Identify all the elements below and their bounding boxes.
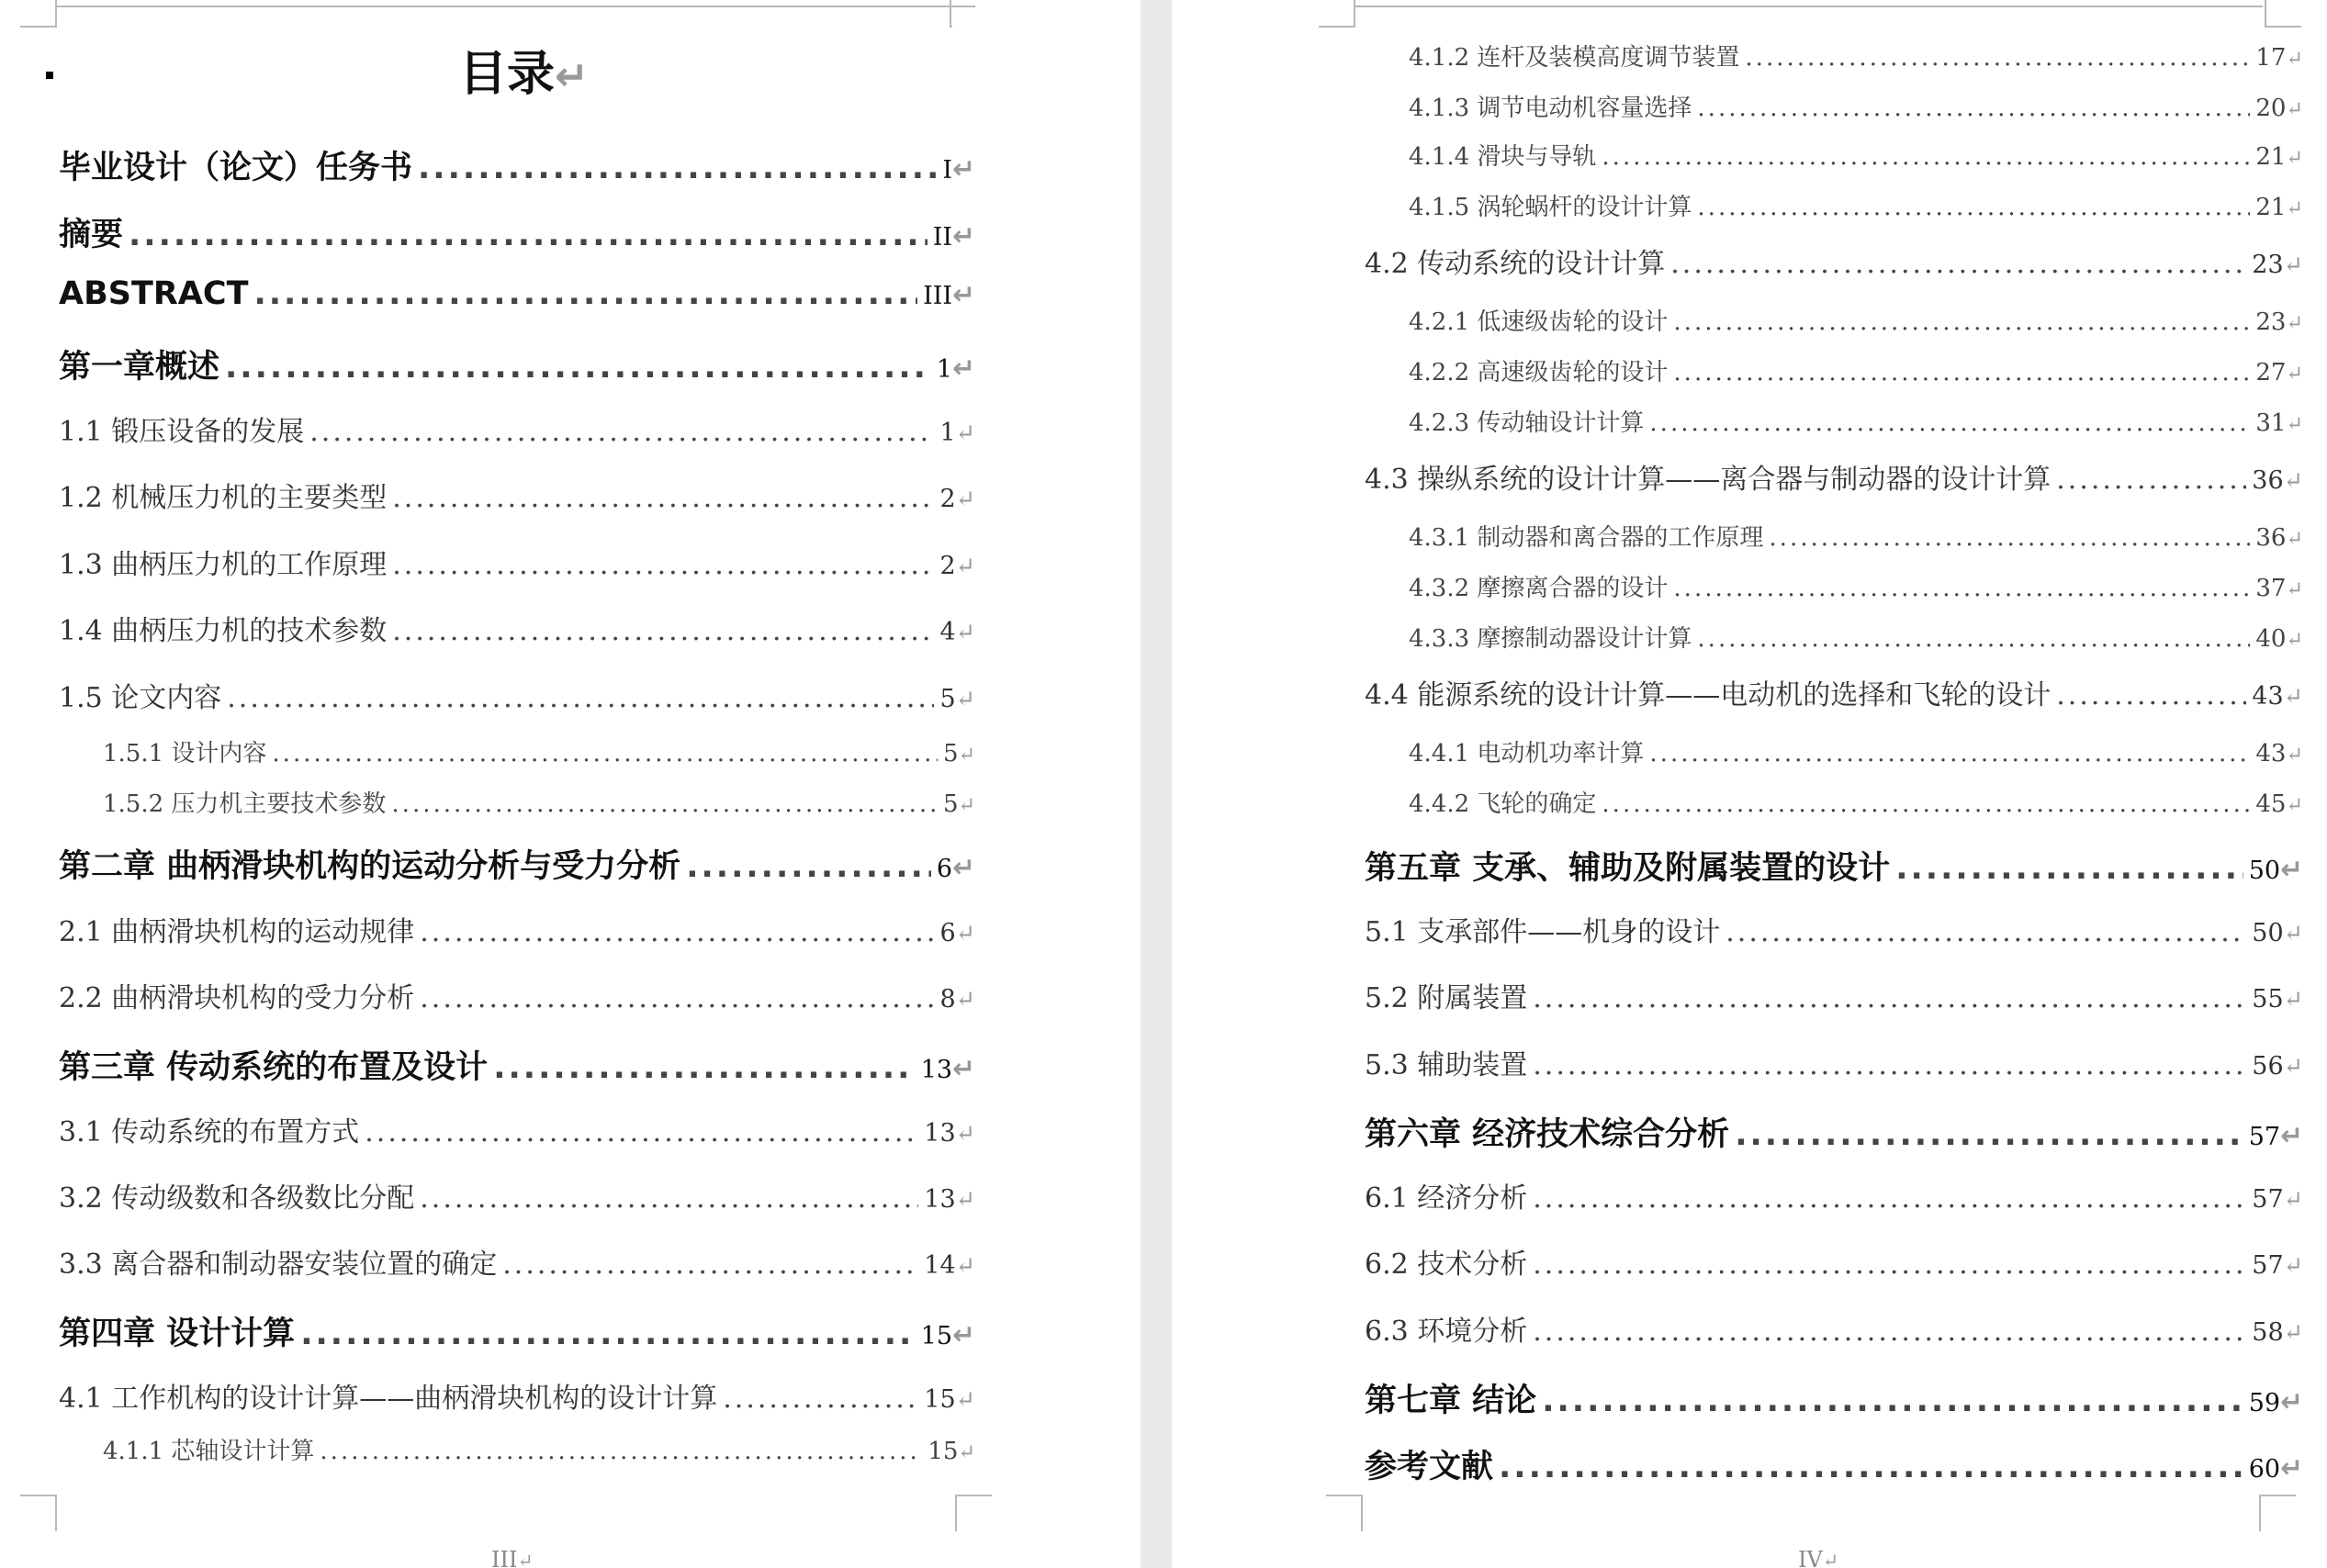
paragraph-mark: ↵ xyxy=(952,852,975,884)
toc-entry-page: 37 xyxy=(2255,575,2287,602)
dot-leader xyxy=(1769,524,2250,552)
toc-entry-page: 60 xyxy=(2248,1455,2281,1484)
toc-entry[interactable] xyxy=(1365,1175,2303,1215)
toc-entry-title: 4.1.5 涡轮蜗杆的设计计算 xyxy=(1409,194,1692,221)
dot-leader xyxy=(1602,143,2250,171)
paragraph-mark: ↵ xyxy=(955,1252,975,1280)
paragraph-mark: ↵ xyxy=(2286,311,2303,335)
dot-leader xyxy=(1602,790,2250,818)
toc-entry-page: 13 xyxy=(920,1056,953,1084)
toc-entry[interactable] xyxy=(1365,843,2303,889)
toc-entry[interactable] xyxy=(103,1432,975,1466)
toc-entry[interactable] xyxy=(59,475,975,515)
dot-leader xyxy=(1673,308,2250,336)
toc-entry[interactable] xyxy=(1409,785,2303,819)
toc-entry-title: 5.1 支承部件——机身的设计 xyxy=(1365,916,1721,948)
toc-entry-title: 5.3 辅助装置 xyxy=(1365,1049,1528,1081)
toc-entry-title: 3.3 离合器和制动器安装位置的确定 xyxy=(59,1249,498,1281)
dot-leader xyxy=(420,916,934,948)
dot-leader xyxy=(2056,679,2246,711)
toc-entry[interactable] xyxy=(59,342,975,387)
dot-leader xyxy=(1670,248,2246,280)
paragraph-mark: ↵ xyxy=(955,420,975,447)
toc-entry[interactable] xyxy=(59,975,975,1015)
toc-entry-page: 50 xyxy=(2252,919,2284,947)
toc-entry[interactable] xyxy=(1409,569,2303,603)
dot-leader xyxy=(392,549,934,581)
toc-entry-page: 21 xyxy=(2255,194,2287,221)
dot-leader xyxy=(300,1316,916,1352)
dot-leader xyxy=(392,482,934,514)
dot-leader xyxy=(1726,916,2246,948)
toc-entry-title: 1.1 锻压设备的发展 xyxy=(59,416,305,448)
toc-entry-title: 第五章 支承、辅助及附属装置的设计 xyxy=(1365,850,1891,887)
toc-entry-page: III xyxy=(923,282,953,310)
toc-entry[interactable] xyxy=(1365,909,2303,949)
dot-leader xyxy=(418,150,937,186)
toc-entry-page: 15 xyxy=(920,1322,953,1350)
dot-leader xyxy=(309,416,934,448)
dot-leader xyxy=(391,790,938,818)
dot-leader xyxy=(1533,1249,2246,1281)
dot-leader xyxy=(225,349,931,386)
toc-list-left xyxy=(0,0,1141,1568)
toc-entry[interactable] xyxy=(1409,734,2303,768)
dot-leader xyxy=(1697,95,2250,122)
toc-entry-page: 17 xyxy=(2255,44,2287,72)
toc-entry[interactable] xyxy=(1409,404,2303,438)
toc-entry[interactable] xyxy=(103,785,975,819)
toc-entry-page: 27 xyxy=(2255,359,2287,386)
toc-entry-title: ABSTRACT xyxy=(59,275,249,312)
toc-entry[interactable] xyxy=(1365,456,2303,497)
toc-entry[interactable] xyxy=(59,409,975,449)
toc-entry-title: 第四章 设计计算 xyxy=(59,1316,296,1352)
toc-entry-title: 1.3 曲柄压力机的工作原理 xyxy=(59,549,388,581)
dot-leader xyxy=(392,615,934,647)
toc-entry-title: 4.1.1 芯轴设计计算 xyxy=(103,1438,315,1465)
paragraph-mark: ↵ xyxy=(2286,577,2303,601)
dot-leader xyxy=(1649,409,2250,437)
toc-entry[interactable] xyxy=(1365,1441,2303,1487)
paragraph-mark: ↵ xyxy=(2286,793,2303,817)
toc-entry-title: 4.1.4 滑块与导轨 xyxy=(1409,143,1597,171)
paragraph-mark: ↵ xyxy=(2286,527,2303,551)
toc-entry-page: 58 xyxy=(2252,1318,2284,1347)
toc-entry[interactable] xyxy=(1365,1241,2303,1282)
toc-entry-page: 50 xyxy=(2248,857,2281,885)
toc-entry[interactable] xyxy=(1409,89,2303,123)
toc-entry-page: 5 xyxy=(942,790,959,818)
toc-entry-title: 第二章 曲柄滑块机构的运动分析与受力分析 xyxy=(59,848,681,885)
toc-entry-title: 4.3 操纵系统的设计计算——离合器与制动器的设计计算 xyxy=(1365,464,2052,496)
dot-leader xyxy=(253,275,917,312)
dot-leader xyxy=(227,682,934,714)
toc-entry[interactable] xyxy=(1365,1308,2303,1349)
toc-entry-page: 14 xyxy=(924,1251,956,1280)
dot-leader xyxy=(1533,1316,2246,1348)
toc-entry-page: 55 xyxy=(2252,985,2284,1014)
dot-leader xyxy=(1673,575,2250,602)
paragraph-mark: ↵ xyxy=(952,1319,975,1351)
paragraph-mark: ↵ xyxy=(2280,1386,2303,1418)
crop-mark xyxy=(1326,1495,1363,1531)
dot-leader xyxy=(502,1249,918,1281)
dot-leader xyxy=(1533,982,2246,1014)
toc-entry-page: 40 xyxy=(2255,625,2287,653)
paragraph-mark: ↵ xyxy=(2286,628,2303,652)
paragraph-mark: ↵ xyxy=(952,153,975,185)
paragraph-mark: ↵ xyxy=(958,1440,975,1464)
toc-entry[interactable] xyxy=(59,142,975,188)
toc-entry-title: 参考文献 xyxy=(1365,1449,1494,1485)
toc-entry[interactable] xyxy=(1365,241,2303,281)
toc-entry-title: 4.2 传动系统的设计计算 xyxy=(1365,248,1666,280)
paragraph-mark: ↵ xyxy=(2286,362,2303,386)
dot-leader xyxy=(1533,1049,2246,1081)
paragraph-mark: ↵ xyxy=(955,486,975,513)
toc-entry[interactable] xyxy=(59,1241,975,1282)
dot-leader xyxy=(272,740,938,767)
paragraph-mark: ↵ xyxy=(955,1186,975,1214)
dot-leader xyxy=(320,1438,922,1465)
toc-entry[interactable] xyxy=(1409,188,2303,222)
toc-entry-title: 4.2.1 低速级齿轮的设计 xyxy=(1409,308,1669,336)
dot-leader xyxy=(1735,1116,2243,1153)
dot-leader xyxy=(1697,625,2250,653)
paragraph-mark: ↵ xyxy=(2283,1053,2303,1081)
paragraph-mark: ↵ xyxy=(952,353,975,385)
toc-entry-title: 4.4 能源系统的设计计算——电动机的选择和飞轮的设计 xyxy=(1365,679,2052,711)
toc-entry-title: 第一章概述 xyxy=(59,349,220,386)
toc-entry-page: 5 xyxy=(942,740,959,767)
paragraph-mark: ↵ xyxy=(2283,1252,2303,1280)
paragraph-mark: ↵ xyxy=(955,1120,975,1148)
paragraph-mark: ↵ xyxy=(2286,47,2303,71)
toc-entry[interactable] xyxy=(59,909,975,949)
toc-entry[interactable] xyxy=(59,1175,975,1215)
dot-leader xyxy=(1895,850,2243,887)
toc-entry[interactable] xyxy=(59,1042,975,1088)
toc-entry-page: 21 xyxy=(2255,143,2287,171)
toc-entry-page: 6 xyxy=(939,919,956,947)
toc-title: 目录↵ xyxy=(459,47,590,102)
toc-entry-title: 3.1 传动系统的布置方式 xyxy=(59,1116,360,1148)
toc-entry-title: 4.2.2 高速级齿轮的设计 xyxy=(1409,359,1669,386)
toc-entry[interactable] xyxy=(1365,1375,2303,1421)
crop-mark xyxy=(2259,1495,2296,1531)
toc-entry[interactable] xyxy=(59,209,975,255)
paragraph-mark: ↵ xyxy=(2283,467,2303,495)
toc-entry[interactable] xyxy=(1409,39,2303,73)
toc-entry-title: 4.2.3 传动轴设计计算 xyxy=(1409,409,1645,437)
toc-entry[interactable] xyxy=(59,1375,975,1416)
dot-leader xyxy=(420,982,934,1014)
crop-mark xyxy=(20,1495,57,1531)
paragraph-mark: ↵ xyxy=(2286,146,2303,170)
toc-entry-page: 36 xyxy=(2255,524,2287,552)
paragraph-mark: ↵ xyxy=(958,743,975,767)
toc-page-right xyxy=(1172,0,2327,1568)
paragraph-mark: ↵ xyxy=(952,279,975,311)
toc-entry-title: 1.5.1 设计内容 xyxy=(103,740,267,767)
toc-entry[interactable] xyxy=(59,1109,975,1149)
paragraph-mark: ↵ xyxy=(2283,986,2303,1014)
toc-entry[interactable] xyxy=(59,675,975,715)
toc-entry[interactable] xyxy=(59,841,975,887)
toc-page-left xyxy=(0,0,1141,1568)
paragraph-mark: ↵ xyxy=(958,793,975,817)
toc-entry-page: 13 xyxy=(924,1185,956,1214)
toc-entry-title: 1.5.2 压力机主要技术参数 xyxy=(103,790,387,818)
toc-entry-page: 43 xyxy=(2252,682,2284,711)
dot-leader xyxy=(1542,1383,2243,1419)
paragraph-mark: ↵ xyxy=(2283,683,2303,711)
toc-entry-page: 2 xyxy=(939,485,956,513)
toc-entry-page: 20 xyxy=(2255,95,2287,122)
paragraph-mark: ↵ xyxy=(955,1386,975,1414)
toc-entry-title: 4.3.2 摩擦离合器的设计 xyxy=(1409,575,1669,602)
toc-entry-page: 59 xyxy=(2248,1389,2281,1417)
toc-entry-page: 57 xyxy=(2248,1123,2281,1151)
toc-entry[interactable] xyxy=(1365,1042,2303,1082)
toc-entry[interactable] xyxy=(59,608,975,648)
toc-entry[interactable] xyxy=(1409,519,2303,553)
toc-entry-page: 6 xyxy=(936,855,953,883)
paragraph-mark: ↵ xyxy=(952,220,975,252)
toc-entry-page: II xyxy=(932,223,953,252)
toc-entry-page: 23 xyxy=(2255,308,2287,336)
toc-entry-title: 第三章 传动系统的布置及设计 xyxy=(59,1049,489,1086)
toc-entry-page: 43 xyxy=(2255,740,2287,767)
toc-entry[interactable] xyxy=(1409,303,2303,337)
dot-leader xyxy=(1499,1449,2243,1485)
toc-entry-title: 4.3.1 制动器和离合器的工作原理 xyxy=(1409,524,1764,552)
toc-entry-title: 4.3.3 摩擦制动器设计计算 xyxy=(1409,625,1692,653)
toc-entry-page: 57 xyxy=(2252,1185,2284,1214)
toc-entry-page: 45 xyxy=(2255,790,2287,818)
toc-entry-title: 4.4.2 飞轮的确定 xyxy=(1409,790,1597,818)
toc-entry-page: 8 xyxy=(939,985,956,1014)
paragraph-mark: ↵ xyxy=(955,986,975,1014)
toc-entry-title: 第六章 经济技术综合分析 xyxy=(1365,1116,1730,1153)
toc-entry-title: 毕业设计（论文）任务书 xyxy=(59,150,413,186)
toc-entry[interactable] xyxy=(1365,672,2303,712)
paragraph-mark: ↵ xyxy=(2283,1319,2303,1347)
toc-entry-page: I xyxy=(942,156,953,185)
toc-entry[interactable] xyxy=(1365,975,2303,1015)
dot-leader xyxy=(1533,1182,2246,1215)
dot-leader xyxy=(1697,194,2250,221)
toc-entry-title: 1.5 论文内容 xyxy=(59,682,222,714)
paragraph-mark: ↵ xyxy=(952,1053,975,1085)
dot-leader xyxy=(365,1116,918,1148)
dot-leader xyxy=(1649,740,2250,767)
page-number-footer: IV↵ xyxy=(1798,1547,1838,1568)
toc-entry[interactable] xyxy=(59,542,975,582)
toc-entry-page: 5 xyxy=(939,685,956,713)
toc-entry[interactable] xyxy=(1409,138,2303,172)
paragraph-mark: ↵ xyxy=(2286,743,2303,767)
paragraph-mark: ↵ xyxy=(2286,97,2303,121)
toc-entry-title: 2.2 曲柄滑块机构的受力分析 xyxy=(59,982,415,1014)
crop-mark xyxy=(955,1495,992,1531)
paragraph-mark: ↵ xyxy=(2286,412,2303,436)
toc-entry-page: 15 xyxy=(927,1438,959,1465)
toc-entry[interactable] xyxy=(1409,353,2303,387)
paragraph-mark: ↵ xyxy=(955,553,975,580)
dot-leader xyxy=(493,1049,916,1086)
dot-leader xyxy=(686,848,931,885)
toc-entry-title: 5.2 附属装置 xyxy=(1365,982,1528,1014)
toc-entry[interactable] xyxy=(59,275,975,312)
dot-leader xyxy=(129,217,927,253)
paragraph-mark: ↵ xyxy=(955,619,975,646)
toc-entry-title: 4.1.3 调节电动机容量选择 xyxy=(1409,95,1692,122)
dot-leader xyxy=(723,1383,918,1415)
toc-entry[interactable] xyxy=(1365,1109,2303,1155)
toc-entry-title: 6.3 环境分析 xyxy=(1365,1316,1528,1348)
paragraph-mark: ↵ xyxy=(2283,1186,2303,1214)
toc-list-right xyxy=(1172,0,2327,1568)
toc-entry-title: 6.1 经济分析 xyxy=(1365,1182,1528,1215)
dot-leader xyxy=(1745,44,2250,72)
page-number-footer: III↵ xyxy=(491,1547,534,1568)
toc-entry-page: 56 xyxy=(2252,1052,2284,1081)
paragraph-mark: ↵ xyxy=(2280,1452,2303,1484)
paragraph-mark: ↵ xyxy=(2283,920,2303,947)
toc-entry-title: 4.1 工作机构的设计计算——曲柄滑块机构的设计计算 xyxy=(59,1383,718,1415)
paragraph-mark: ↵ xyxy=(955,920,975,947)
toc-entry-page: 15 xyxy=(924,1385,956,1414)
toc-entry[interactable] xyxy=(59,1308,975,1354)
toc-entry-title: 1.4 曲柄压力机的技术参数 xyxy=(59,615,388,647)
toc-entry-title: 1.2 机械压力机的主要类型 xyxy=(59,482,388,514)
toc-entry-page: 36 xyxy=(2252,466,2284,495)
toc-entry-page: 2 xyxy=(939,552,956,580)
toc-entry-page: 13 xyxy=(924,1119,956,1148)
toc-entry-title: 4.1.2 连杆及装模高度调节装置 xyxy=(1409,44,1740,72)
toc-entry-page: 1 xyxy=(939,419,956,447)
paragraph-mark: ↵ xyxy=(2283,252,2303,279)
paragraph-mark: ↵ xyxy=(2286,196,2303,220)
toc-entry-title: 6.2 技术分析 xyxy=(1365,1249,1528,1281)
paragraph-mark: ↵ xyxy=(2280,1120,2303,1152)
toc-entry-title: 摘要 xyxy=(59,217,124,253)
toc-entry-page: 57 xyxy=(2252,1251,2284,1280)
toc-entry-page: 1 xyxy=(936,355,953,384)
toc-entry-title: 第七章 结论 xyxy=(1365,1383,1537,1419)
toc-entry-title: 3.2 传动级数和各级数比分配 xyxy=(59,1182,415,1215)
toc-entry-page: 23 xyxy=(2252,251,2284,279)
toc-entry-page: 31 xyxy=(2255,409,2287,437)
toc-entry-title: 2.1 曲柄滑块机构的运动规律 xyxy=(59,916,415,948)
toc-entry-title: 4.4.1 电动机功率计算 xyxy=(1409,740,1645,767)
toc-entry-page: 4 xyxy=(939,618,956,646)
toc-entry[interactable] xyxy=(1409,620,2303,654)
dot-leader xyxy=(2056,464,2246,496)
paragraph-mark: ↵ xyxy=(2280,854,2303,886)
dot-leader xyxy=(420,1182,918,1215)
paragraph-mark: ↵ xyxy=(955,686,975,713)
dot-leader xyxy=(1673,359,2250,386)
toc-entry[interactable] xyxy=(103,734,975,768)
